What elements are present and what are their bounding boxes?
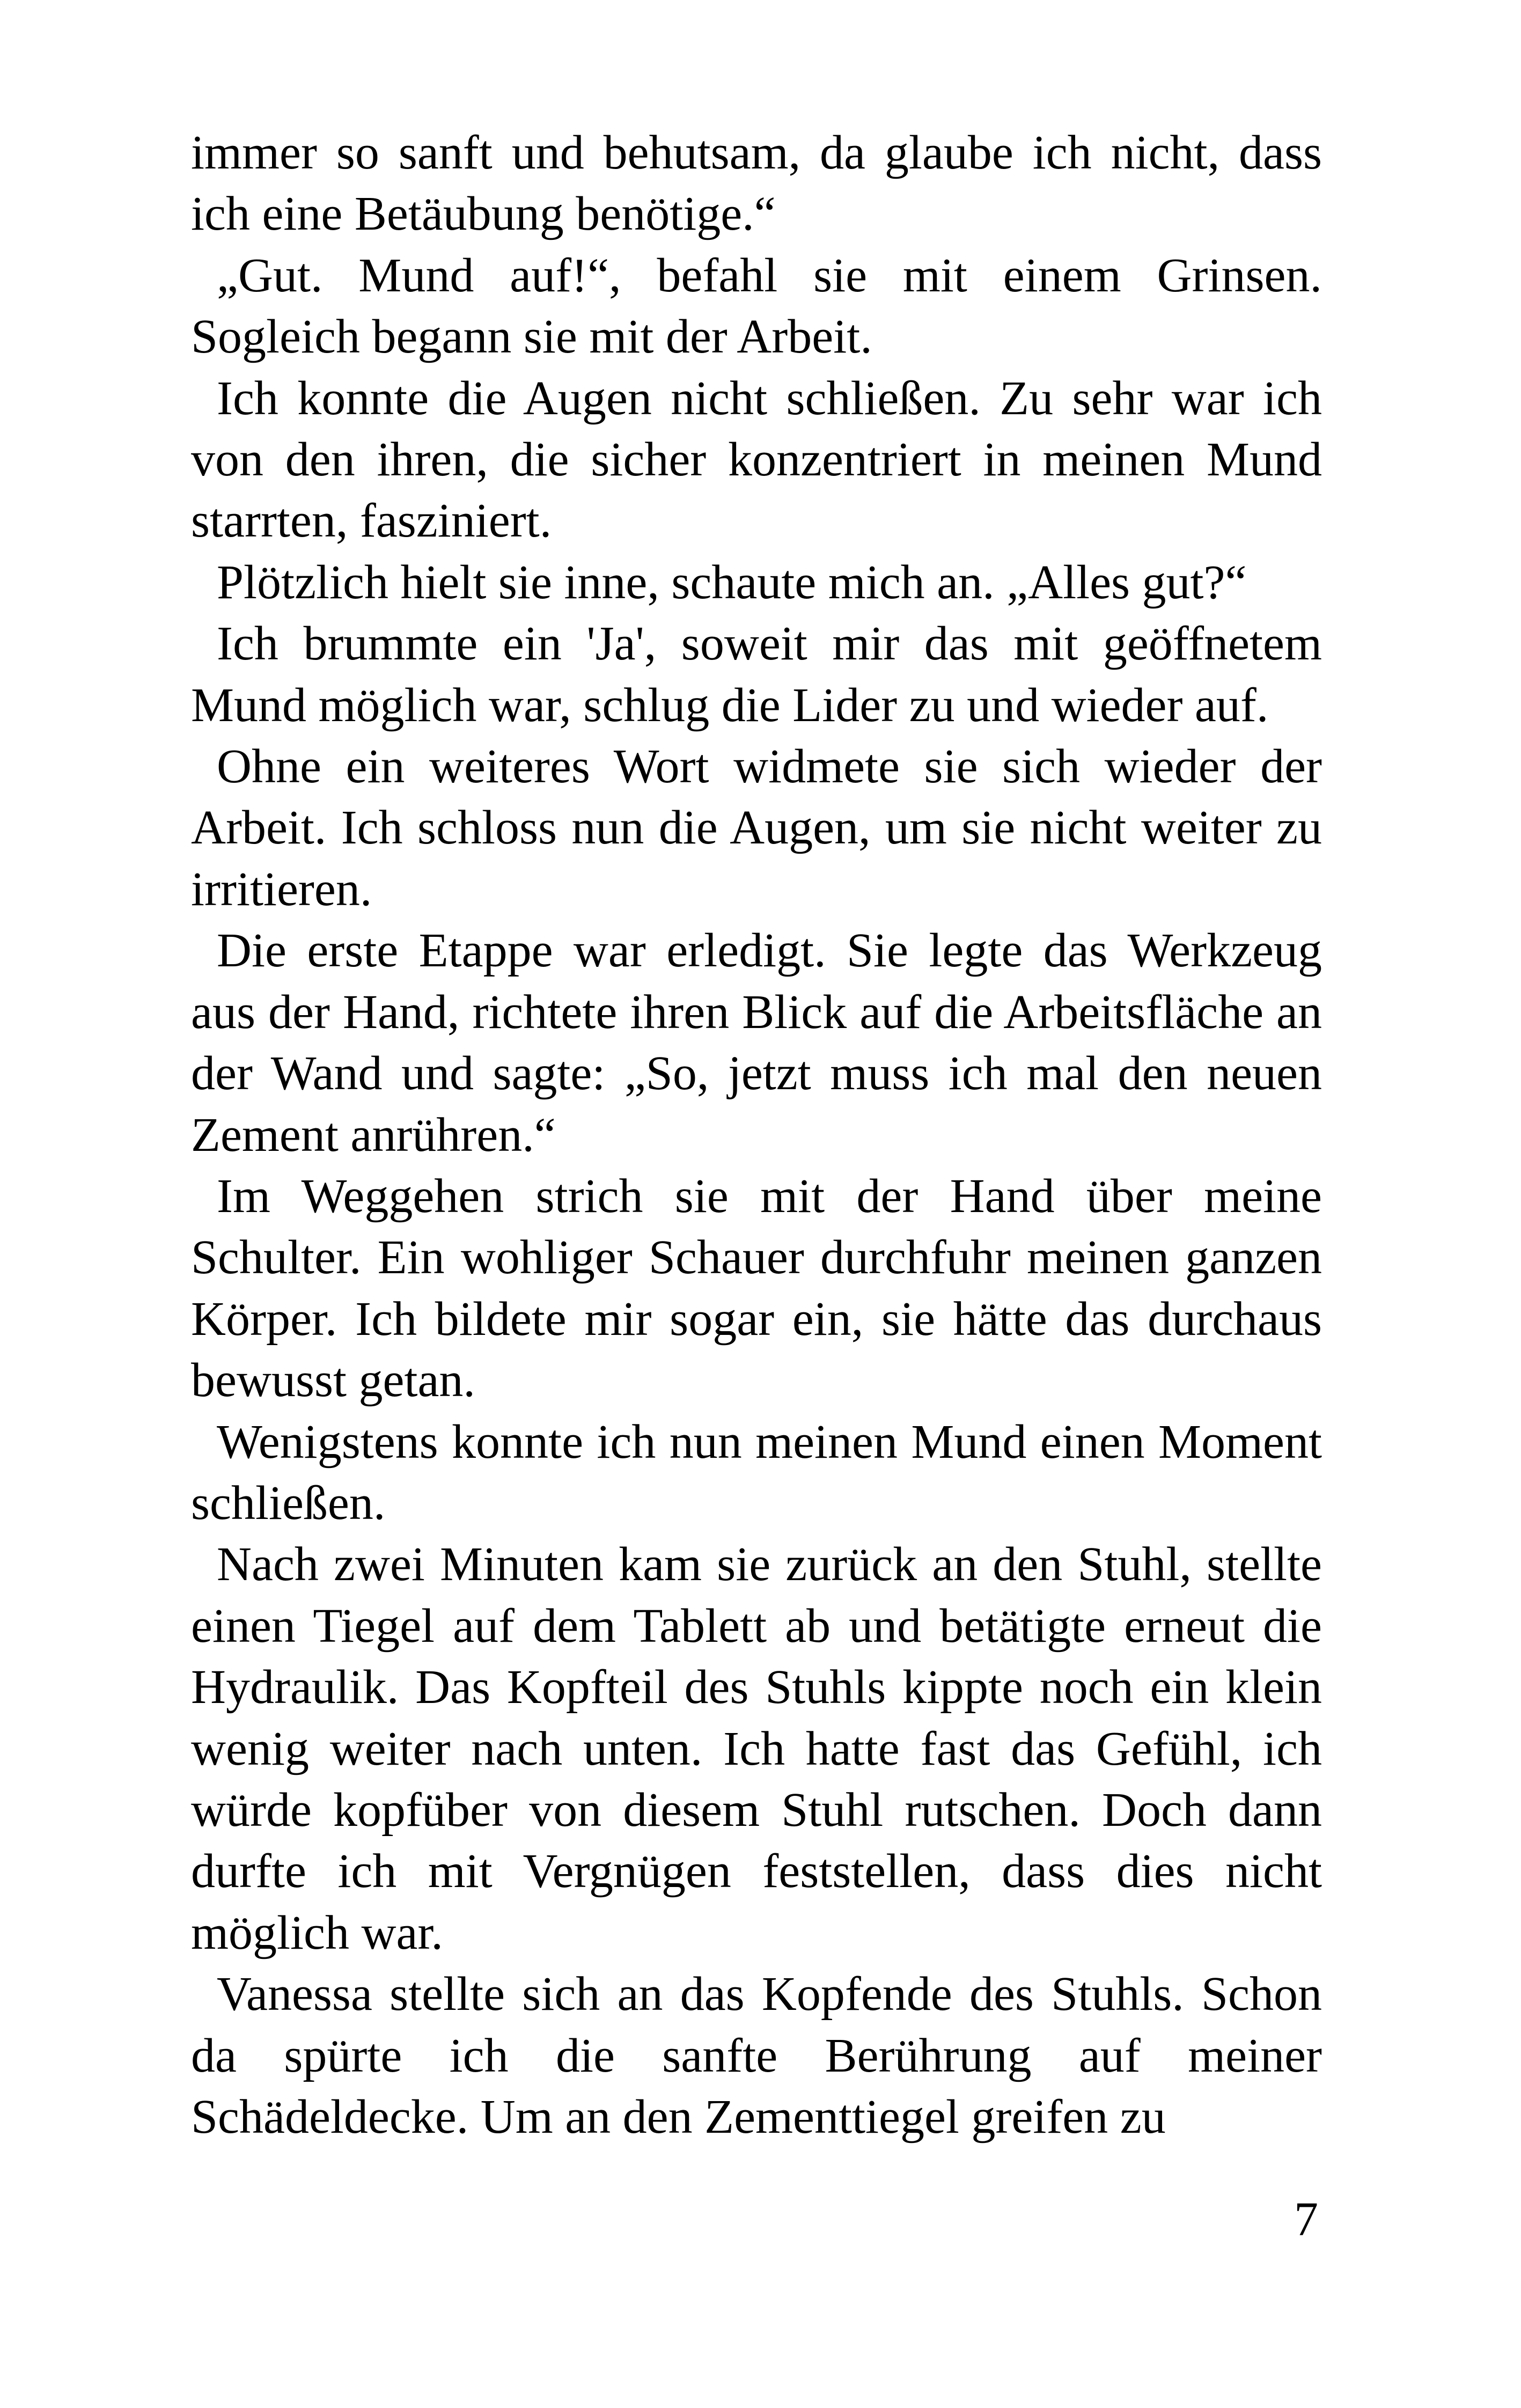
paragraph-8: Im Weggehen strich sie mit der Hand über meine Schulter. Ein wohliger Schauer durchfuhr meinen ganzen Körper. Ich bildete mir sogar ein, sie hätte das durchaus bewusst getan. <box>191 1169 1322 1407</box>
paragraph-6: Ohne ein weiteres Wort widmete sie sich wieder der Arbeit. Ich schloss nun die Augen, um sie nicht weiter zu irritieren. <box>191 740 1322 916</box>
paragraph-2: „Gut. Mund auf!“, befahl sie mit einem Grinsen. Sogleich begann sie mit der Arbeit. <box>191 248 1322 364</box>
paragraph-5: Ich brummte ein 'Ja', soweit mir das mit geöffnetem Mund möglich war, schlug die Lider zu und wieder auf. <box>191 617 1322 732</box>
paragraph-1: immer so sanft und behutsam, da glaube ich nicht, dass ich eine Betäubung benötige.“ <box>191 126 1322 241</box>
paragraph-9: Wenigstens konnte ich nun meinen Mund einen Moment schließen. <box>191 1415 1322 1530</box>
page-number: 7 <box>1294 2193 1318 2246</box>
paragraph-11: Vanessa stellte sich an das Kopfende des Stuhls. Schon da spürte ich die sanfte Berührung auf meiner Schädeldecke. Um an den Zementtiegel greifen zu <box>191 1967 1322 2143</box>
body-text <box>191 122 1322 2148</box>
paragraph-7: Die erste Etappe war erledigt. Sie legte das Werkzeug aus der Hand, richtete ihren Blick auf die Arbeitsfläche an der Wand und sagte: „So, jetzt muss ich mal den neuen Zement anrühren.“ <box>191 924 1322 1162</box>
paragraph-4: Plötzlich hielt sie inne, schaute mich an. „Alles gut?“ <box>217 555 1247 609</box>
paragraph-3: Ich konnte die Augen nicht schließen. Zu sehr war ich von den ihren, die sicher konzentriert in meinen Mund starrten, fasziniert. <box>191 371 1322 548</box>
paragraph-10: Nach zwei Minuten kam sie zurück an den Stuhl, stellte einen Tiegel auf dem Tablett ab und betätigte erneut die Hydraulik. Das Kopfteil des Stuhls kippte noch ein klein wenig weiter nach unten. Ich hatte fast das Gefühl, ich würde kopfüber von diesem Stuhl rutschen. Doch dann durfte ich mit Vergnügen feststellen, dass dies nicht möglich war. <box>191 1538 1322 1959</box>
